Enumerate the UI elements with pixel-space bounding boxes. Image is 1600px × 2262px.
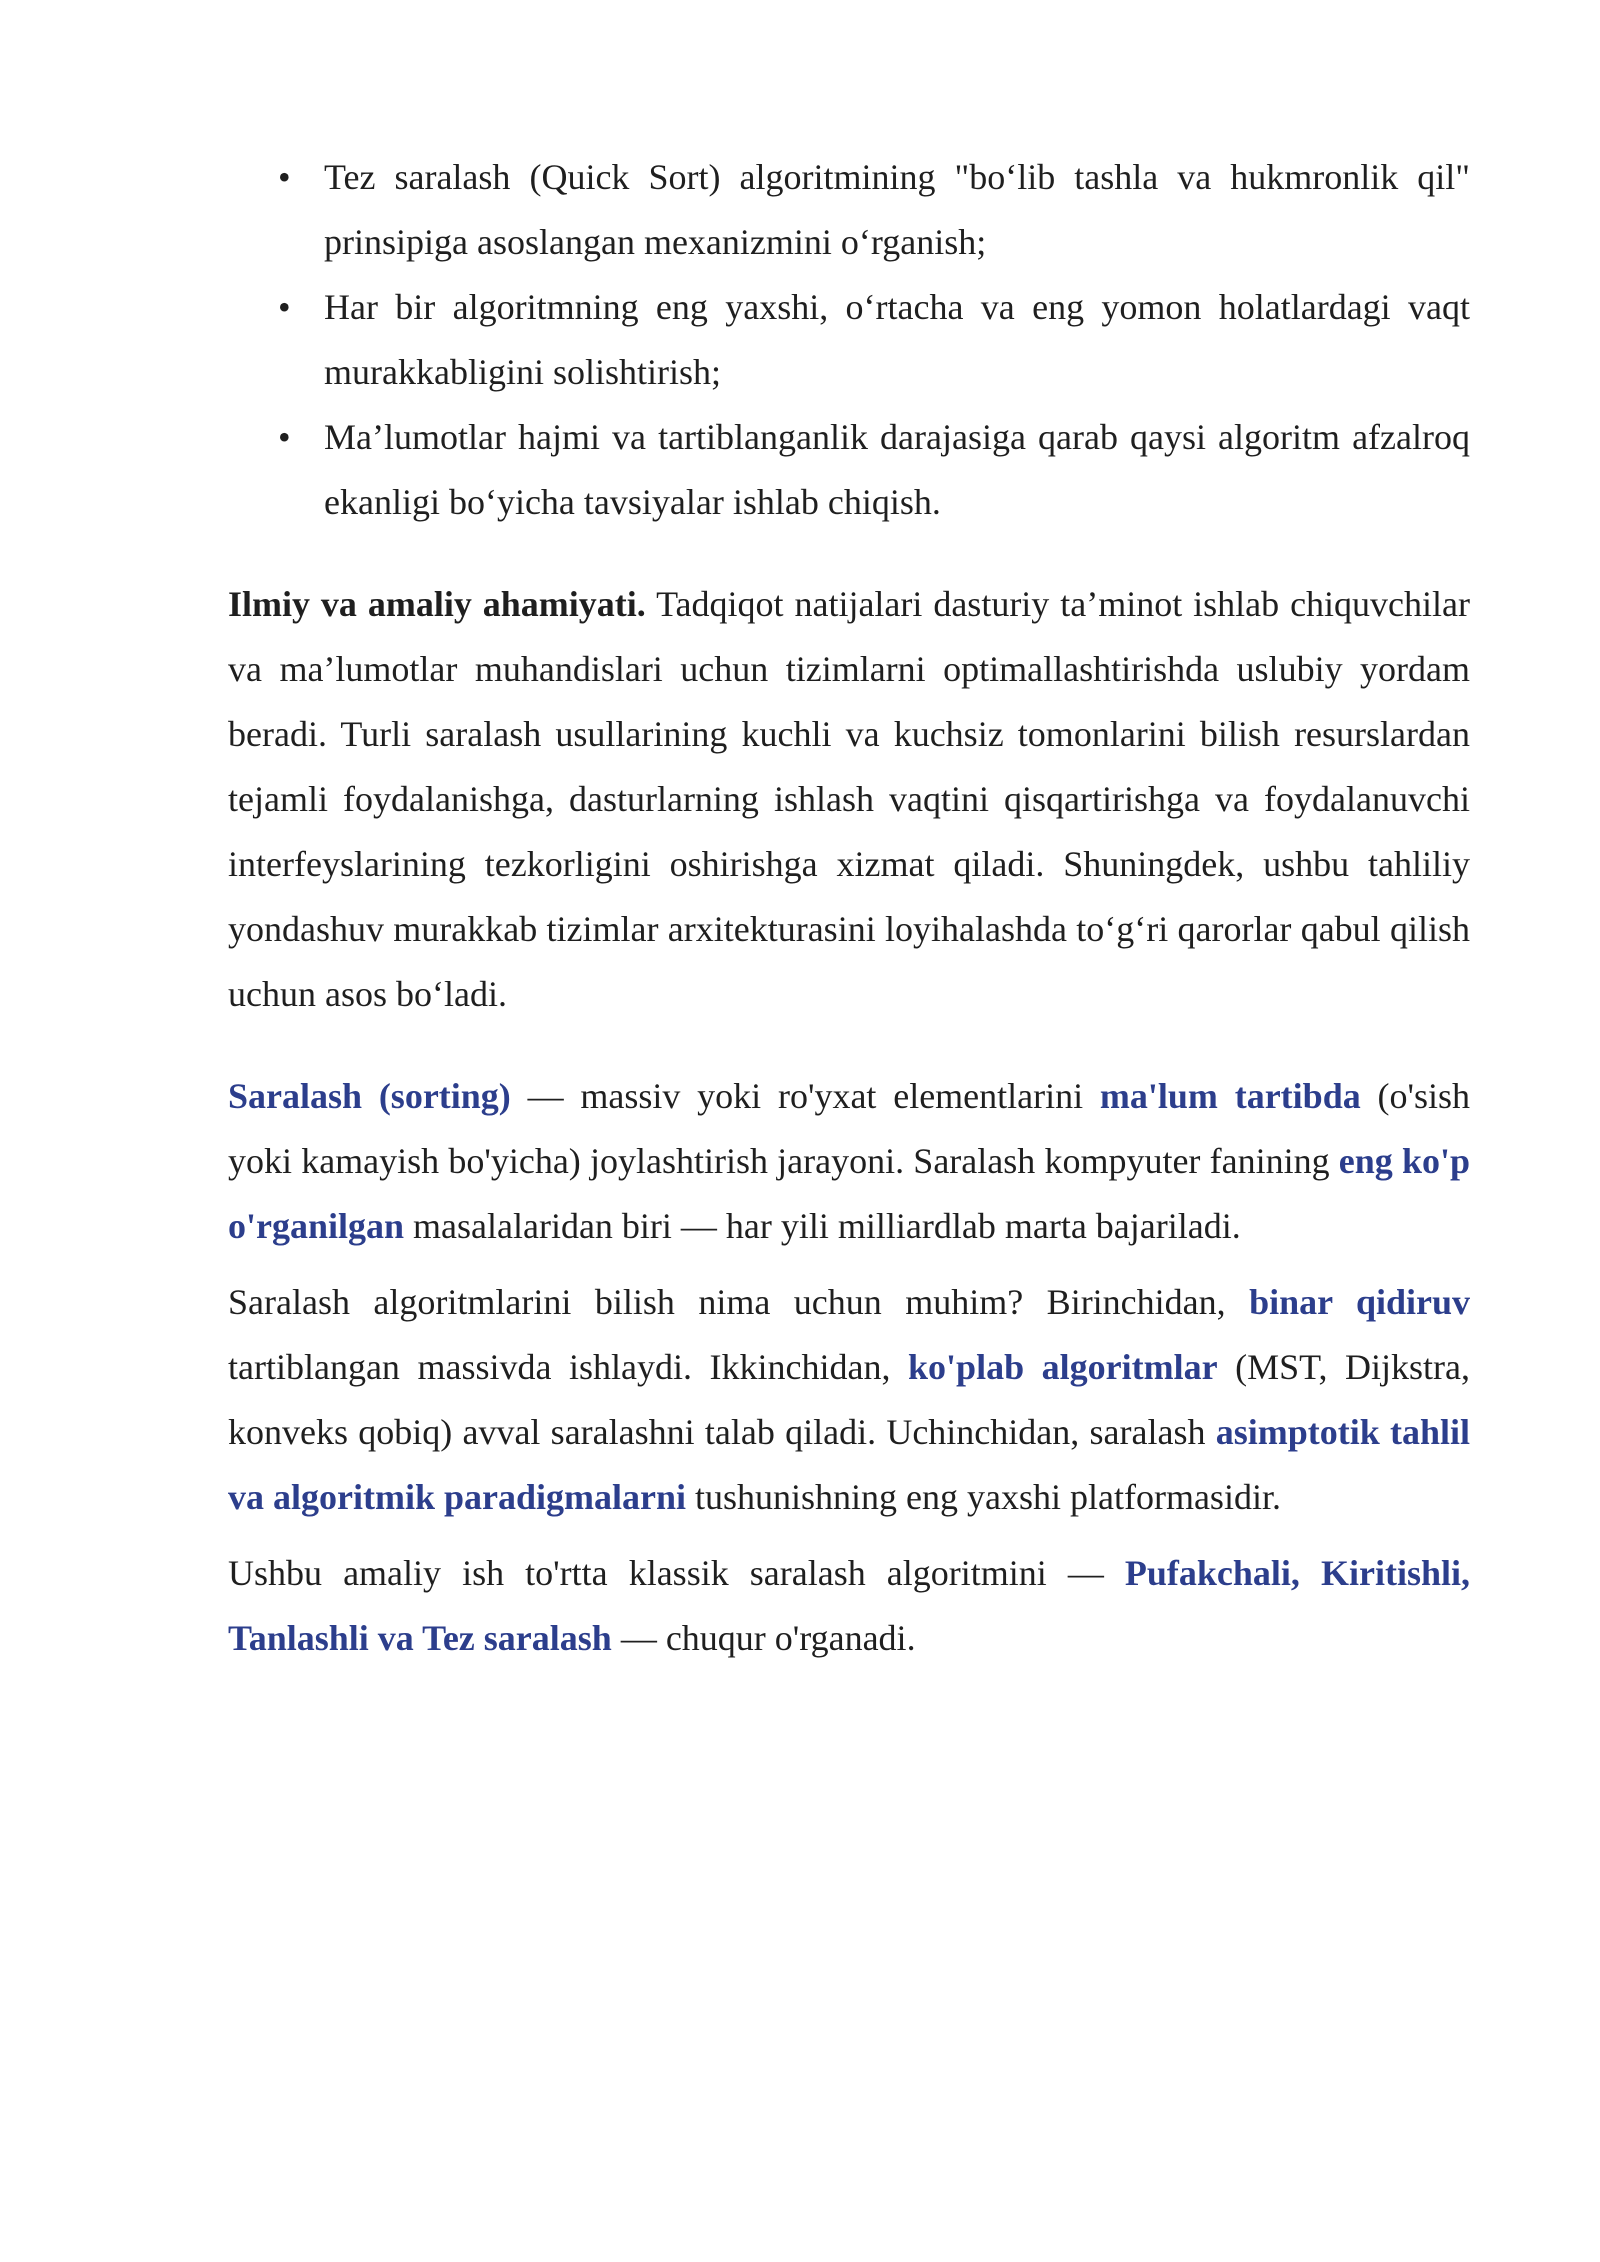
significance-text: Tadqiqot natijalari dasturiy ta’minot ishlab chiquvchilar va ma’lumotlar muhandislari uchun tizimlarni optimallashtirishda uslubiy yordam beradi. Turli saralash usullarining kuchli va kuchsiz tomonlarini bilish resurslardan tejamli foydalanishga, dasturlarning ishlash vaqtini qisqartirishga va foydalanuvchi interfeyslarining tezkorligini oshirishga xizmat qiladi. Shuningdek, ushbu tahliliy yondashuv murakkab tizimlar arxitekturasini loyihalashda to‘g‘ri qarorlar qabul qilish uchun asos bo‘ladi. (228, 584, 1470, 1014)
highlight-text: eng ko'p o'rganilgan (228, 1141, 1470, 1246)
highlight-text: asimptotik tahlil va algoritmik paradigmalarni (228, 1412, 1470, 1517)
paragraph-text: — massiv yoki ro'yxat elementlarini (510, 1076, 1100, 1116)
highlight-text: ko'plab algoritmlar (908, 1347, 1218, 1387)
paragraph-text: — chuqur o'rganadi. (611, 1618, 916, 1658)
list-item (228, 275, 1470, 405)
bullet-icon: • (278, 157, 291, 197)
bullet-icon: • (278, 417, 291, 457)
highlight-text: binar qidiruv (1249, 1282, 1470, 1322)
paragraph-text: (o'sish yoki kamayish bo'yicha) joylashtirish jarayoni. Saralash kompyuter fanining (228, 1076, 1471, 1181)
paragraph-text: tushunishning eng yaxshi platformasidir. (686, 1477, 1281, 1517)
paragraph-text: (MST, Dijkstra, konveks qobiq) avval saralashni talab qiladi. Uchinchidan, saralash (228, 1347, 1470, 1452)
scope-paragraph (228, 1541, 1470, 1671)
list-item (228, 405, 1470, 535)
objectives-list (228, 145, 1470, 535)
list-item-text: Tez saralash (Quick Sort) algoritmining "bo‘lib tashla va hukmronlik qil" prinsipiga asoslangan mexanizmini o‘rganish; (324, 157, 1470, 262)
significance-heading: Ilmiy va amaliy ahamiyati. (228, 584, 646, 624)
importance-paragraph (228, 1270, 1470, 1530)
paragraph-text: Saralash algoritmlarini bilish nima uchun muhim? Birinchidan, (228, 1282, 1250, 1322)
highlight-text: ma'lum tartibda (1099, 1076, 1361, 1116)
paragraph-text: tartiblangan massivda ishlaydi. Ikkinchidan, (228, 1347, 909, 1387)
list-item (228, 145, 1470, 275)
bullet-icon: • (278, 287, 291, 327)
paragraph-text: masalalaridan biri — har yili milliardlab marta bajariladi. (404, 1206, 1241, 1246)
list-item-text: Ma’lumotlar hajmi va tartiblanganlik darajasiga qarab qaysi algoritm afzalroq ekanligi bo‘yicha tavsiyalar ishlab chiqish. (324, 417, 1470, 522)
sorting-term: Saralash (sorting) (228, 1076, 511, 1116)
paragraph-text: Ushbu amaliy ish to'rtta klassik saralash algoritmini — (228, 1553, 1125, 1593)
sorting-definition-paragraph (228, 1064, 1470, 1259)
significance-paragraph (228, 572, 1470, 1027)
list-item-text: Har bir algoritmning eng yaxshi, o‘rtacha va eng yomon holatlardagi vaqt murakkabligini solishtirish; (324, 287, 1470, 392)
highlight-text: Pufakchali, Kiritishli, Tanlashli va Tez saralash (228, 1553, 1470, 1658)
